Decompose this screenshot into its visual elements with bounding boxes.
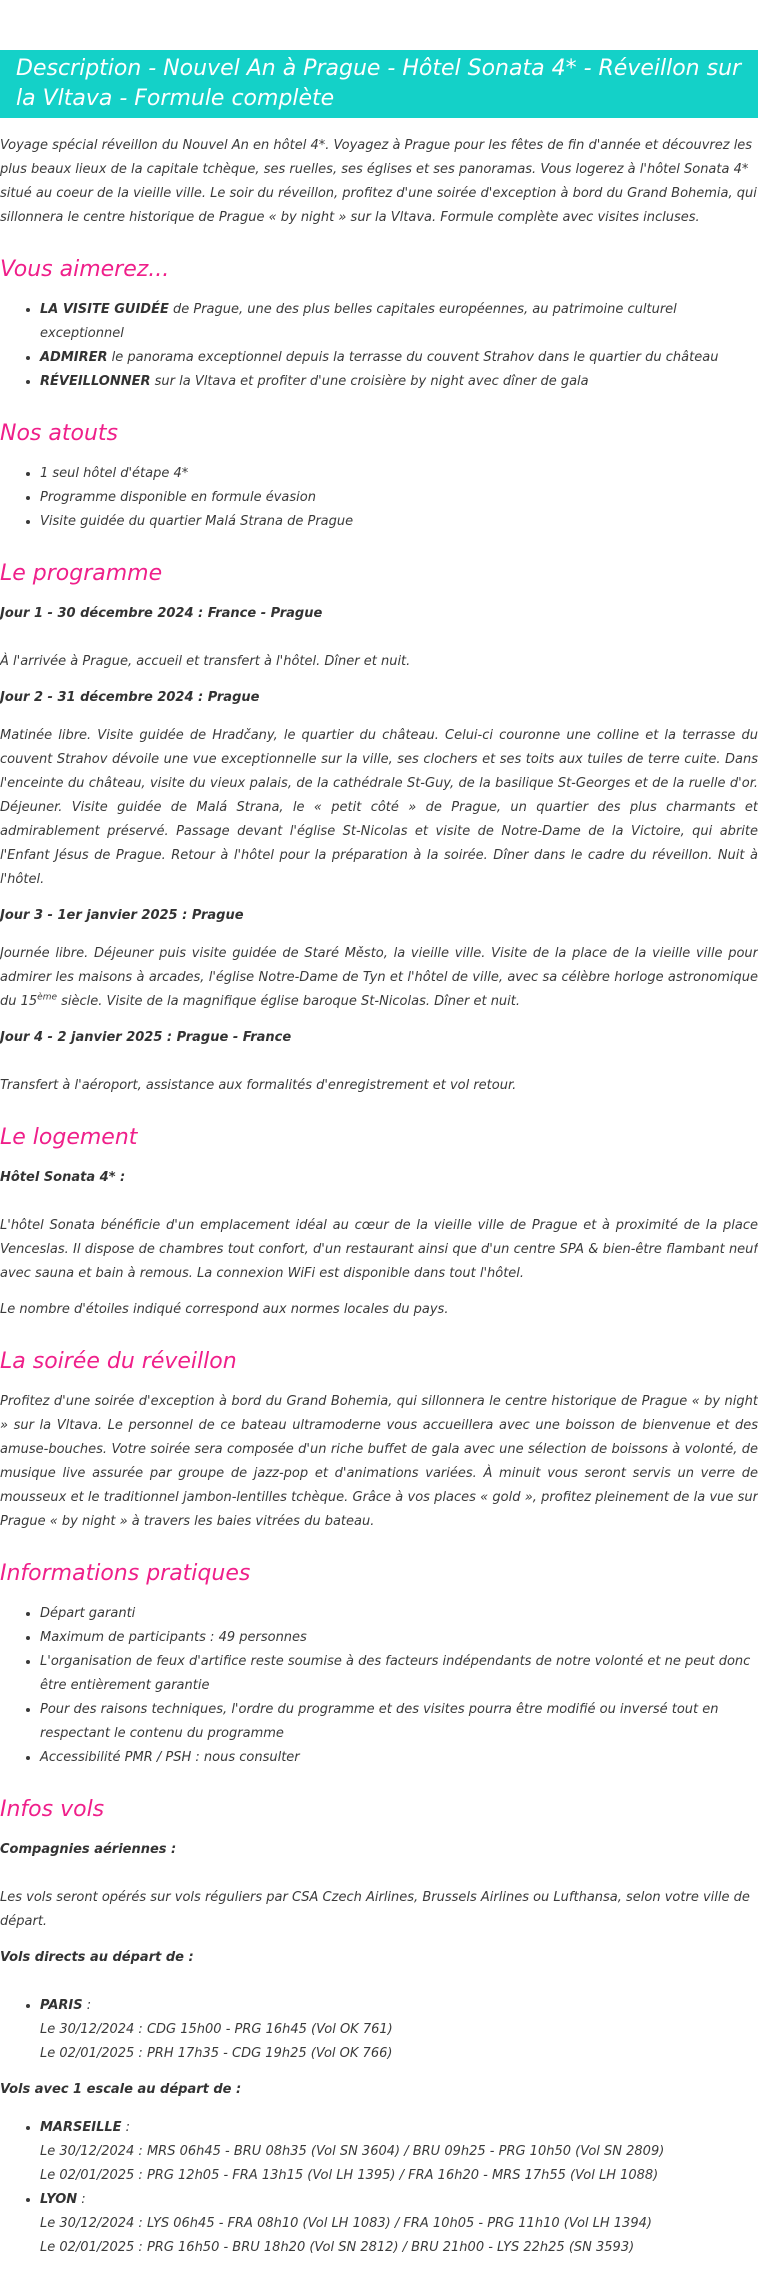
atouts-list	[0, 462, 758, 534]
list-item	[40, 346, 758, 370]
list-item: • Pour des raisons techniques, l'ordre du programme et des visites pourra être modifié ou inversé tout en respectant le contenu du programme	[40, 1698, 758, 1746]
highlight-keyword: ADMIRER	[40, 350, 108, 365]
day-3-text	[0, 942, 758, 1014]
list-item	[40, 370, 758, 394]
day-1-title: Jour 1 - 30 décembre 2024 : France - Prague	[0, 606, 323, 621]
stars-note: Le nombre d'étoiles indiqué correspond aux normes locales du pays.	[0, 1302, 449, 1317]
day-3-title: Jour 3 - 1er janvier 2025 : Prague	[0, 908, 244, 923]
companies-title: Compagnies aériennes :	[0, 1842, 177, 1857]
list-item: • Maximum de participants : 49 personnes	[40, 1626, 758, 1650]
section-title-reveillon: La soirée du réveillon	[0, 1349, 237, 1374]
description-banner	[0, 50, 758, 118]
direct-flights-title: Vols directs au départ de :	[0, 1950, 194, 1965]
flight-line: Le 02/01/2025 : PRG 16h50 - BRU 18h20 (Vol SN 2812) / BRU 21h00 - LYS 22h25 (SN 3593)	[40, 2240, 635, 2255]
page-title: Description - Nouvel An à Prague - Hôtel Sonata 4* - Réveillon sur la Vltava - Formule complète	[16, 56, 742, 111]
infos-list	[0, 1602, 758, 1770]
list-item: • LYON : Le 30/12/2024 : LYS 06h45 - FRA 08h10 (Vol LH 1083) / FRA 10h05 - PRG 11h10 (Vol LH 1394) Le 02/01/2025 : PRG 16h50 - BRU 18h20 (Vol SN 2812) / BRU 21h00 - LYS 22h25 (SN 3593)	[40, 2188, 758, 2260]
list-item	[40, 298, 758, 346]
departure-city: MARSEILLE	[40, 2120, 122, 2135]
intro-paragraph: Voyage spécial réveillon du Nouvel An en hôtel 4*. Voyagez à Prague pour les fêtes de fin d'année et découvrez les plus beaux lieux de la capitale tchèque, ses ruelles, ses églises et ses panoramas. Vous logerez à l'hôtel Sonata 4* situé au coeur de la vieille ville. Le soir du réveillon, profitez d'une soirée d'exception à bord du Grand Bohemia, qui sillonnera le centre historique de Prague « by night » sur la Vltava. Formule complète avec visites incluses.	[0, 138, 757, 225]
day-4-title: Jour 4 - 2 janvier 2025 : Prague - France	[0, 1030, 292, 1045]
highlight-keyword: LA VISITE GUIDÉE	[40, 302, 169, 317]
ordinal-suffix: ème	[37, 992, 58, 1003]
section-title-programme: Le programme	[0, 561, 163, 586]
direct-flights-list	[0, 1994, 758, 2066]
day-2-text: Matinée libre. Visite guidée de Hradčany, le quartier du château. Celui-ci couronne une colline et la terrasse du couvent Strahov dévoile une vue exceptionnelle sur la ville, ses clochers et ses toits aux tuiles de terre cuite. Dans l'enceinte du château, visite du vieux palais, de la cathédrale St-Guy, de la basilique St-Georges et de la ruelle d'or. Déjeuner. Visite guidée de Malá Strana, le « petit côté » de Prague, un quartier des plus charmants et admirablement préservé. Passage devant l'église St-Nicolas et visite de Notre-Dame de la Victoire, qui abrite l'Enfant Jésus de Prague. Retour à l'hôtel pour la préparation à la soirée. Dîner dans le cadre du réveillon. Nuit à l'hôtel.	[0, 728, 758, 887]
day-3-text-part-2: siècle. Visite de la magnifique église baroque St-Nicolas. Dîner et nuit.	[57, 994, 521, 1009]
hotel-name: Hôtel Sonata 4* :	[0, 1170, 126, 1185]
day-1-text: À l'arrivée à Prague, accueil et transfert à l'hôtel. Dîner et nuit.	[0, 654, 411, 669]
flight-line: Le 30/12/2024 : MRS 06h45 - BRU 08h35 (Vol SN 3604) / BRU 09h25 - PRG 10h50 (Vol SN 2809)	[40, 2144, 665, 2159]
day-3-text-part-1: Journée libre. Déjeuner puis visite guidée de Staré Město, la vieille ville. Visite de la place de la vieille ville pour admirer les maisons à arcades, l'église Notre-Dame de Tyn et l'hôtel de ville, avec sa célèbre horloge astronomique du 15	[0, 946, 758, 1009]
section-title-infos-pratiques: Informations pratiques	[0, 1561, 251, 1586]
list-item: • 1 seul hôtel d'étape 4*	[40, 462, 758, 486]
flight-line: Le 30/12/2024 : LYS 06h45 - FRA 08h10 (Vol LH 1083) / FRA 10h05 - PRG 11h10 (Vol LH 1394)	[40, 2216, 652, 2231]
list-item-text: le panorama exceptionnel depuis la terrasse du couvent Strahov dans le quartier du château	[107, 350, 719, 365]
section-title-vols: Infos vols	[0, 1797, 105, 1822]
highlight-keyword: RÉVEILLONNER	[40, 374, 151, 389]
description-content	[0, 134, 758, 2272]
list-item-text: de Prague, une des plus belles capitales européennes, au patrimoine culturel exceptionnel	[40, 302, 677, 341]
list-item: • Accessibilité PMR / PSH : nous consulter	[40, 1746, 758, 1770]
companies-text: Les vols seront opérés sur vols réguliers par CSA Czech Airlines, Brussels Airlines ou Lufthansa, selon votre ville de départ.	[0, 1890, 750, 1929]
flight-line: Le 02/01/2025 : PRH 17h35 - CDG 19h25 (Vol OK 766)	[40, 2046, 393, 2061]
list-item: • PARIS : Le 30/12/2024 : CDG 15h00 - PRG 16h45 (Vol OK 761) Le 02/01/2025 : PRH 17h35 - CDG 19h25 (Vol OK 766)	[40, 1994, 758, 2066]
section-title-atouts: Nos atouts	[0, 421, 118, 446]
flight-line: Le 30/12/2024 : CDG 15h00 - PRG 16h45 (Vol OK 761)	[40, 2022, 393, 2037]
list-item: • Programme disponible en formule évasion	[40, 486, 758, 510]
stopover-flights-title: Vols avec 1 escale au départ de :	[0, 2082, 242, 2097]
list-item-text: sur la Vltava et profiter d'une croisière by night avec dîner de gala	[150, 374, 589, 389]
departure-city: PARIS	[40, 1998, 83, 2013]
day-4-text: Transfert à l'aéroport, assistance aux formalités d'enregistrement et vol retour.	[0, 1078, 517, 1093]
stopover-flights-list	[0, 2116, 758, 2260]
list-item: • MARSEILLE : Le 30/12/2024 : MRS 06h45 - BRU 08h35 (Vol SN 3604) / BRU 09h25 - PRG 10h50 (Vol SN 2809) Le 02/01/2025 : PRG 12h05 - FRA 13h15 (Vol LH 1395) / FRA 16h20 - MRS 17h55 (Vol LH 1088)	[40, 2116, 758, 2188]
list-item: • L'organisation de feux d'artifice reste soumise à des facteurs indépendants de notre volonté et ne peut donc être entièrement garantie	[40, 1650, 758, 1698]
day-2-title: Jour 2 - 31 décembre 2024 : Prague	[0, 690, 260, 705]
section-title-logement: Le logement	[0, 1125, 138, 1150]
flight-line: Le 02/01/2025 : PRG 12h05 - FRA 13h15 (Vol LH 1395) / FRA 16h20 - MRS 17h55 (Vol LH 1088)	[40, 2168, 659, 2183]
hotel-description: L'hôtel Sonata bénéficie d'un emplacement idéal au cœur de la vieille ville de Prague et à proximité de la place Venceslas. Il dispose de chambres tout confort, d'un restaurant ainsi que d'un centre SPA & bien-être flambant neuf avec sauna et bain à remous. La connexion WiFi est disponible dans tout l'hôtel.	[0, 1218, 758, 1281]
list-item: • Visite guidée du quartier Malá Strana de Prague	[40, 510, 758, 534]
departure-city: LYON	[40, 2192, 78, 2207]
list-item: • Départ garanti	[40, 1602, 758, 1626]
vous-aimerez-list	[0, 298, 758, 394]
reveillon-description: Profitez d'une soirée d'exception à bord du Grand Bohemia, qui sillonnera le centre historique de Prague « by night » sur la Vltava. Le personnel de ce bateau ultramoderne vous accueillera avec une boisson de bienvenue et des amuse-bouches. Votre soirée sera composée d'un riche buffet de gala avec une sélection de boissons à volonté, de musique live assurée par groupe de jazz-pop et d'animations variées. À minuit vous seront servis un verre de mousseux et le traditionnel jambon-lentilles tchèque. Grâce à vos places « gold », profitez pleinement de la vue sur Prague « by night » à travers les baies vitrées du bateau.	[0, 1394, 758, 1529]
section-title-vous-aimerez: Vous aimerez...	[0, 257, 170, 282]
